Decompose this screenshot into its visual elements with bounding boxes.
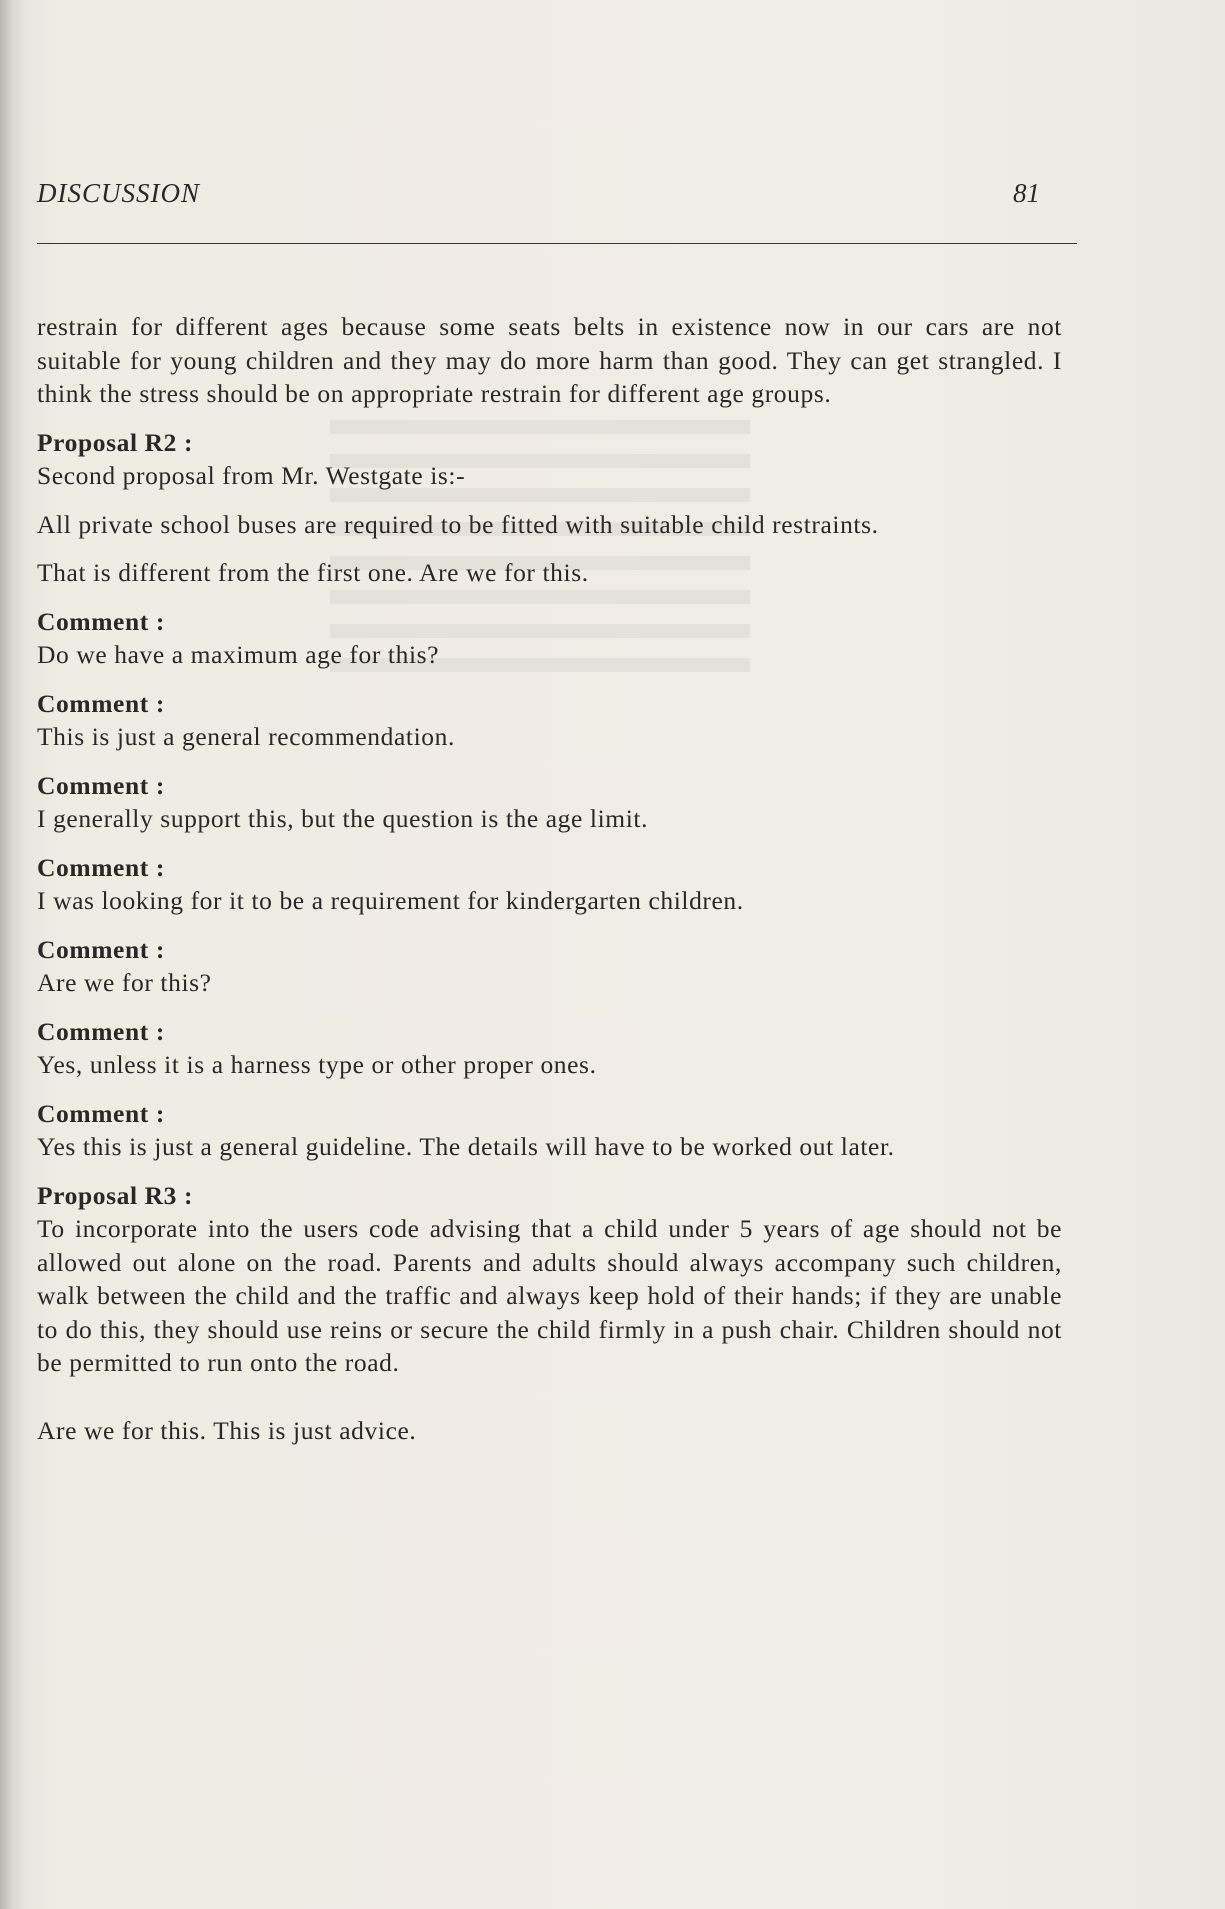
comment-text: I generally support this, but the question is the age limit. <box>37 804 649 833</box>
comment-label: Comment : <box>37 1016 165 1046</box>
page-body <box>37 310 1062 1462</box>
comment-text: Yes, unless it is a harness type or other proper ones. <box>37 1050 597 1079</box>
comment-block <box>37 851 1062 918</box>
comment-text: I was looking for it to be a requirement for kindergarten children. <box>37 886 744 915</box>
comment-block <box>37 687 1062 754</box>
intro-paragraph: restrain for different ages because some seats belts in existence now in our cars are not suitable for young children and they may do more harm than good. They can get strangled. I think the stress should be on appropriate restrain for different age groups. <box>37 312 1062 408</box>
proposal-text: To incorporate into the users code advising that a child under 5 years of age should not be allowed out alone on the road. Parents and adults should always accompany such children, walk between the child and the traffic and always keep hold of their hands; if they are unable to do this, they should use reins or secure the child firmly in a push chair. Children should not be permitted to run onto the road. <box>37 1214 1062 1377</box>
comment-label: Comment : <box>37 852 165 882</box>
comment-block <box>37 605 1062 672</box>
comment-block <box>37 1015 1062 1082</box>
comment-label: Comment : <box>37 934 165 964</box>
proposal-r2 <box>37 426 1062 493</box>
proposal-text: All private school buses are required to be fitted with suitable child restraints. <box>37 509 879 539</box>
comment-label: Comment : <box>37 606 165 636</box>
comment-block <box>37 933 1062 1000</box>
comment-label: Comment : <box>37 1098 165 1128</box>
comment-label: Comment : <box>37 770 165 800</box>
comment-text: This is just a general recommendation. <box>37 722 455 751</box>
proposal-intro: Second proposal from Mr. Westgate is:- <box>37 461 466 490</box>
header-rule <box>37 243 1077 244</box>
proposal-followup: Are we for this. This is just advice. <box>37 1415 417 1445</box>
header-title: DISCUSSION <box>37 178 200 208</box>
proposal-followup: That is different from the first one. Are we for this. <box>37 558 589 587</box>
comment-block <box>37 769 1062 836</box>
proposal-label: Proposal R2 : <box>37 427 194 457</box>
comment-text: Yes this is just a general guideline. The details will have to be worked out later. <box>37 1132 895 1161</box>
running-header <box>37 178 1077 214</box>
comment-label: Comment : <box>37 688 165 718</box>
proposal-r3 <box>37 1179 1062 1380</box>
page-number: 81 <box>1013 178 1040 208</box>
proposal-label: Proposal R3 : <box>37 1180 194 1210</box>
comment-text: Do we have a maximum age for this? <box>37 640 440 669</box>
comment-text: Are we for this? <box>37 968 212 997</box>
comment-block <box>37 1097 1062 1164</box>
